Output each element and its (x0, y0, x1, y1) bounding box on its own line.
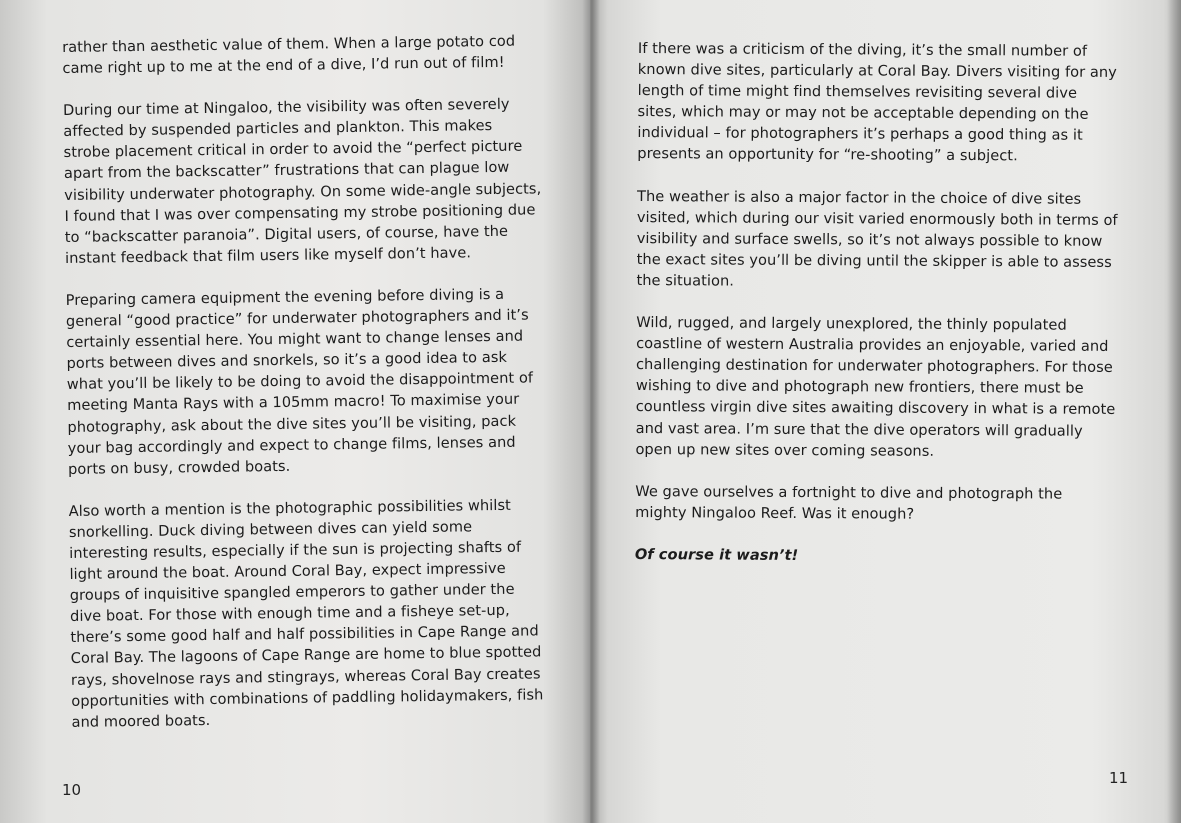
paragraph: Also worth a mention is the photographic possibilities whilst snorkelling. Duck diving between dives can yield some interesting results, especially if the sun is projecting shafts of light around the boat. Around Coral Bay, expect impressive groups of inquisitive spangled emperors to gather under the dive boat. For those with enough time and a fisheye set-up, there’s some good half and half possibilities in Cape Range and Coral Bay. The lagoons of Cape Range are home to blue spotted rays, shovelnose rays and stingrays, whereas Coral Bay creates opportunities with combinations of paddling holidaymakers, fish and moored boats. (68, 496, 544, 731)
left-page (0, 0, 590, 823)
closing-line: Of course it wasn’t! (634, 545, 799, 564)
page-number: 11 (1109, 769, 1129, 787)
paragraph: Wild, rugged, and largely unexplored, the thinly populated coastline of western Australia provides an enjoyable, varied and challenging destination for underwater photographers. For those wishing to dive and photograph new frontiers, there must be countless virgin dive sites awaiting discovery in what is a remote and vast area. I’m sure that the dive operators will gradually open up new sites over coming seasons. (635, 314, 1116, 460)
paragraph: The weather is also a major factor in the choice of dive sites visited, which during our visit varied enormously both in terms of visibility and surface swells, so it’s not always possible to know the exact sites you’ll be diving until the skipper is able to assess the situation. (636, 187, 1118, 290)
right-page (590, 0, 1181, 823)
page-edge-shadow (1167, 0, 1181, 823)
paragraph: Preparing camera equipment the evening before diving is a general “good practice” for underwater photographers and it’s certainly essential here. You might want to change lenses and ports between dives and snorkels, so it’s a good idea to ask what you’ll be likely to be doing to avoid the disappointment of meeting Manta Rays with a 105mm macro! To maximise your photography, ask about the dive sites you’ll be visiting, pack your bag accordingly and expect to change films, lenses and ports on busy, crowded boats. (65, 285, 534, 478)
right-page-text (635, 38, 1120, 589)
paragraph: We gave ourselves a fortnight to dive and photograph the mighty Ningaloo Reef. Was it enough? (635, 482, 1063, 523)
paragraph: During our time at Ningaloo, the visibility was often severely affected by suspended particles and plankton. This makes strobe placement critical in order to avoid the “perfect picture apart from the backscatter” frustrations that can plague low visibility underwater photography. On some wide-angle subjects, I found that I was over compensating my strobe positioning due to “backscatter paranoia”. Digital users, of course, have the instant feedback that film users like myself don’t have. (62, 95, 542, 267)
paragraph: If there was a criticism of the diving, it’s the small number of known dive sites, particularly at Coral Bay. Divers visiting for any length of time might find themselves revisiting several dive sites, which may or may not be acceptable depending on the individual – for photographers it’s perhaps a good thing as it presents an opportunity for “re-shooting” a subject. (637, 39, 1117, 165)
page-number: 10 (62, 781, 82, 799)
left-page-text (62, 30, 550, 753)
paragraph: rather than aesthetic value of them. When a large potato cod came right up to me at the end of a dive, I’d run out of film! (62, 32, 516, 78)
